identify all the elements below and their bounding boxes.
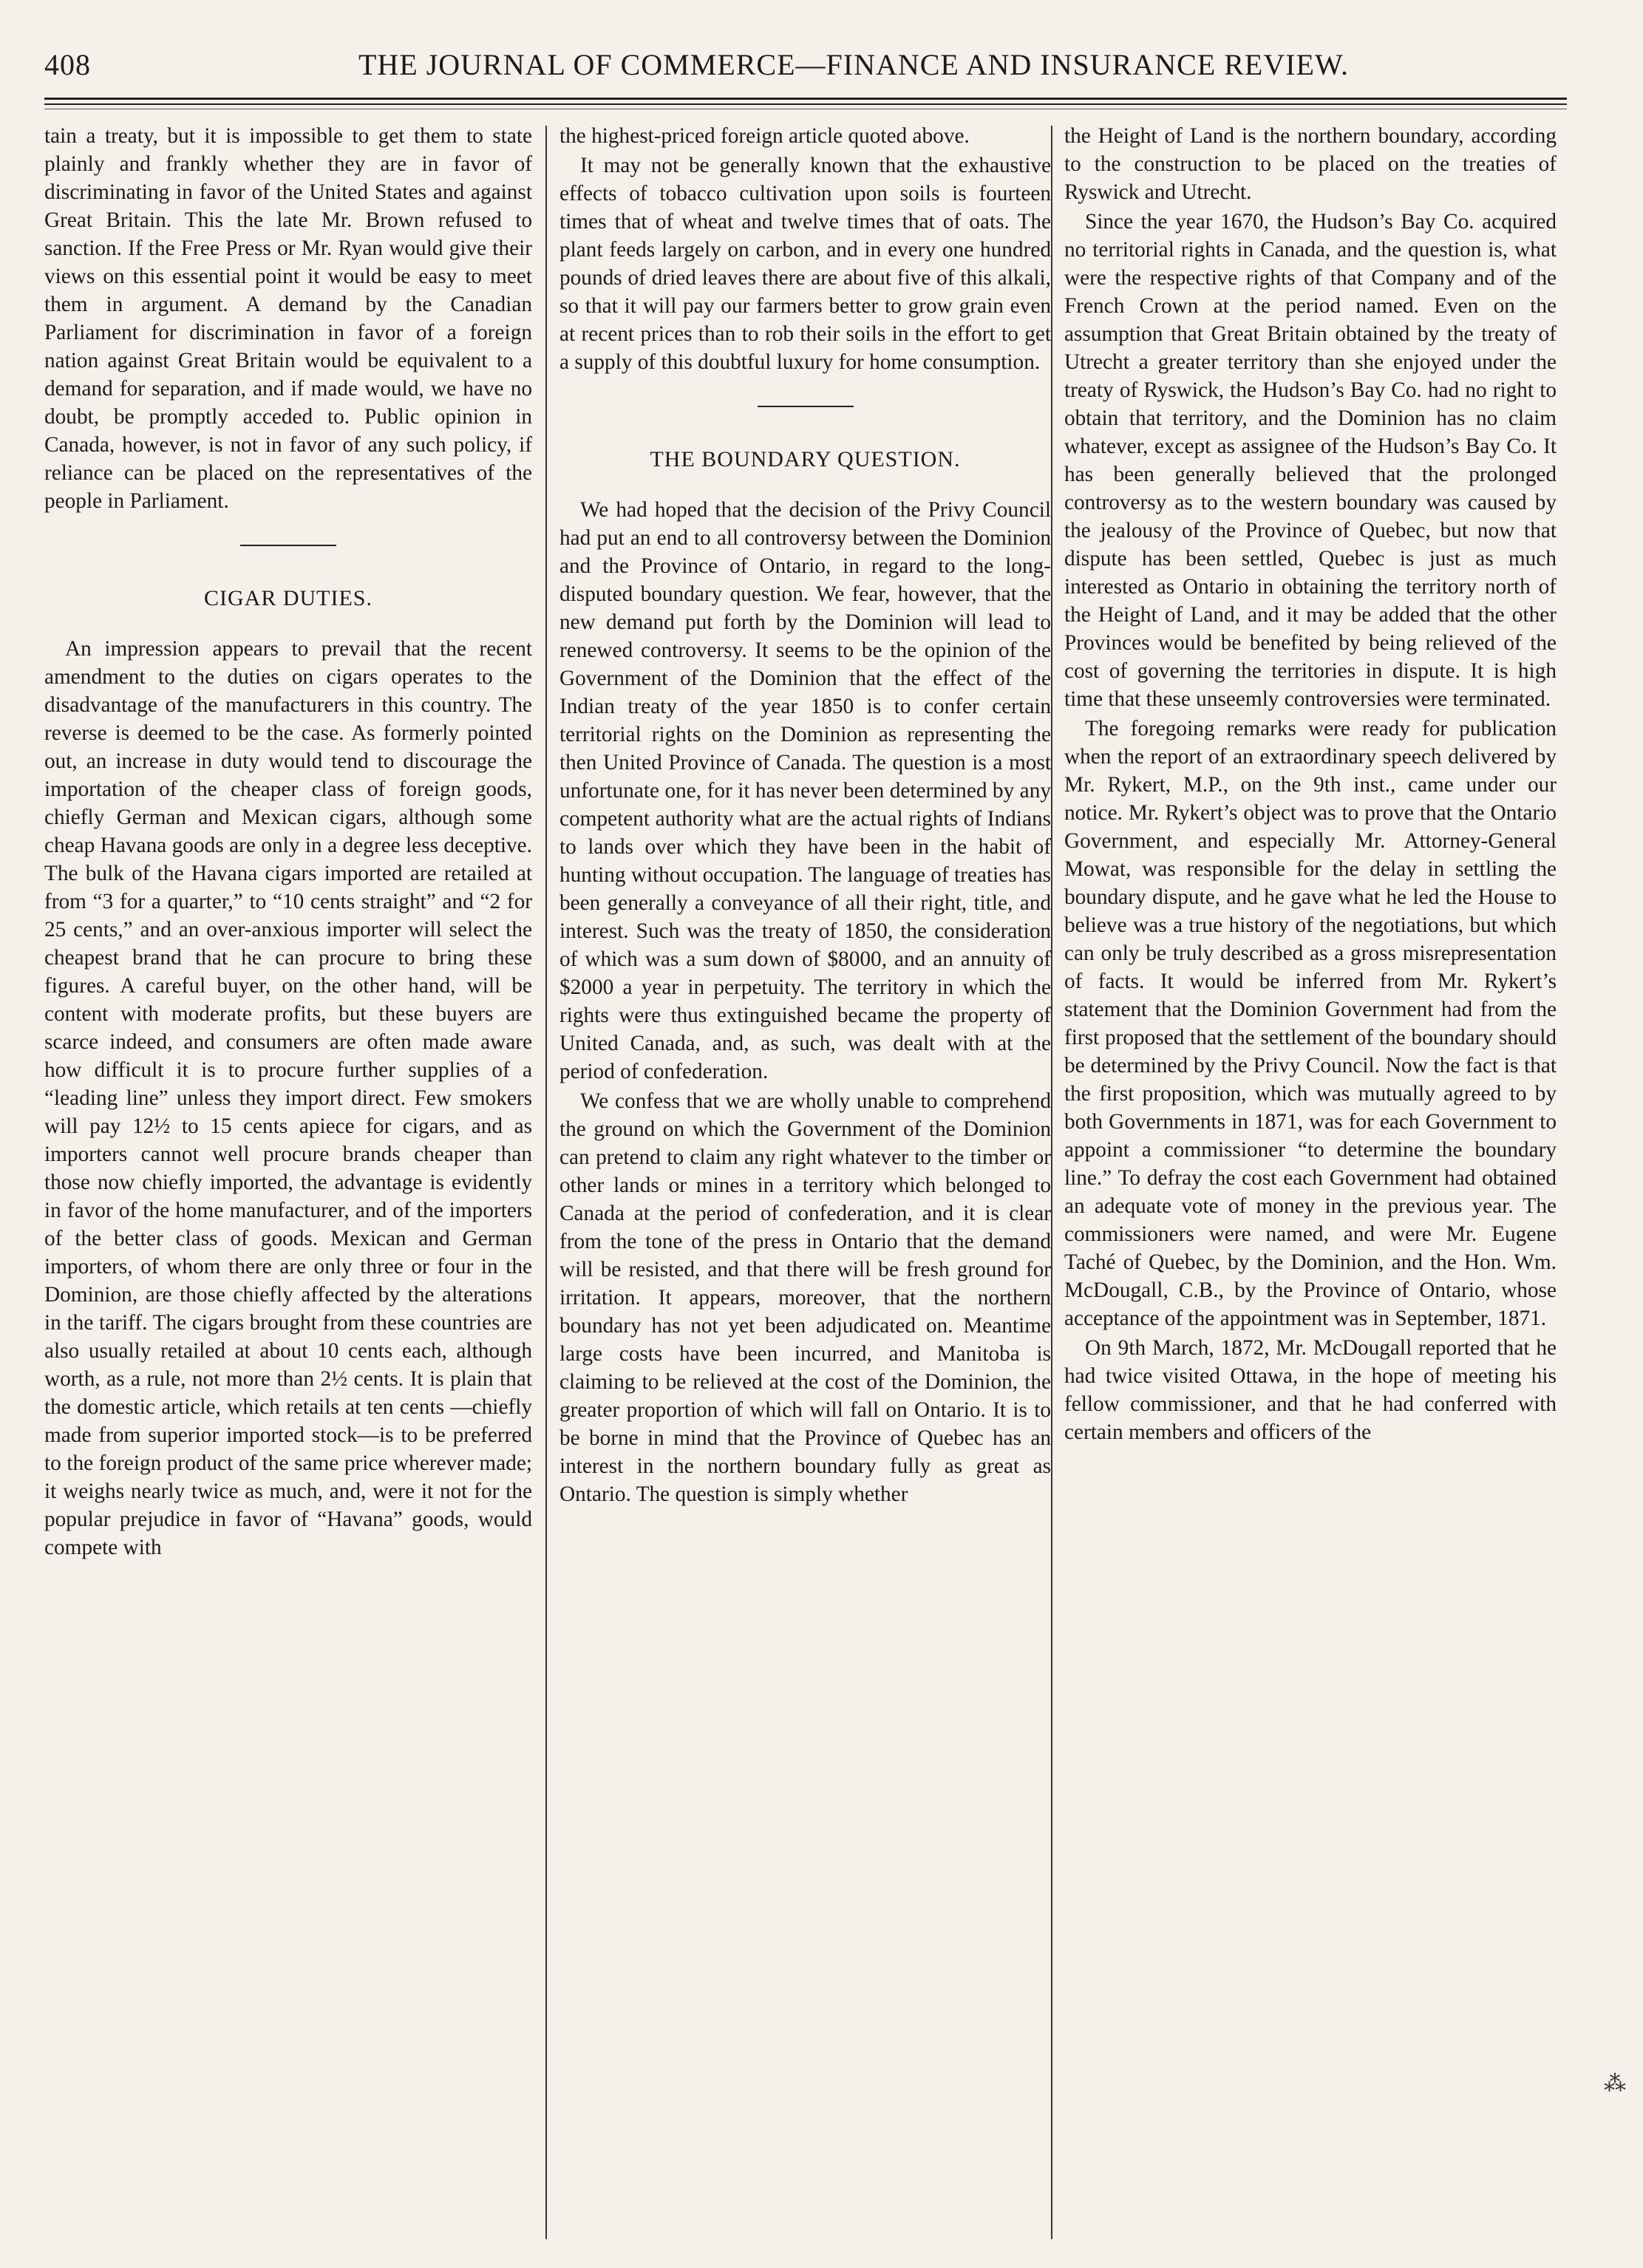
column-3 <box>1064 122 1557 2243</box>
journal-title: THE JOURNAL OF COMMERCE—FINANCE AND INSURANCE REVIEW. <box>358 48 1350 81</box>
paragraph: We had hoped that the decision of the Privy Council had put an end to all controversy between the Dominion and the Province of Ontario, in regard to the long-disputed boundary question. We fear, however, that the new demand put forth by the Dominion will lead to renewed controversy. It seems to be the opinion of the Government of the Dominion that the effect of the Indian treaty of the year 1850 is to confer certain territorial rights on the Dominion as representing the then United Province of Canada. The question is a most unfortunate one, for it has never been determined by any competent authority what are the actual rights of Indians to lands over which they have been in the habit of hunting without occupation. The language of treaties has been generally a conveyance of all their right, title, and interest. Such was the treaty of 1850, the consideration of which was a sum down of $8000, and an annuity of $2000 a year in perpetuity. The territory in which the rights were thus extinguished became the property of United Canada, and, as such, was dealt with at the period of confederation. <box>559 498 1051 1083</box>
paragraph: the highest-priced foreign article quoted above. <box>559 124 970 148</box>
paragraph: On 9th March, 1872, Mr. McDougall reported that he had twice visited Ottawa, in the hope of meeting his fellow commissioner, and that he had conferred with certain members and officers of the <box>1064 1336 1557 1444</box>
paragraph: The foregoing remarks were ready for publication when the report of an extraordinary speech delivered by Mr. Rykert, M.P., on the 9th inst., came under our notice. Mr. Rykert’s object was to prove that the Ontario Government, and especially Mr. Attorney-General Mowat, was responsible for the delay in settling the boundary dispute, and he gave what he led the House to believe was a true history of the negotiations, but which can only be truly described as a gross misrepresentation of facts. It would be inferred from Mr. Rykert’s statement that the Dominion Government had from the first proposed that the settlement of the boundary should be determined by the Privy Council. Now the fact is that the first proposition, which was mutually agreed to by both Governments in 1871, was for each Government to appoint a commissioner “to determine the boundary line.” To defray the cost each Government had obtained an adequate vote of money in the previous year. The commissioners were named, and were Mr. Eugene Taché of Quebec, by the Dominion, and the Hon. Wm. McDougall, C.B., by the Province of Ontario, whose acceptance of the appointment was in September, 1871. <box>1064 717 1557 1330</box>
margin-mark-icon: ⁂ <box>1604 2071 1626 2096</box>
section-divider <box>240 545 336 546</box>
page-header <box>44 43 1567 87</box>
header-rule <box>44 103 1567 105</box>
column-2 <box>559 122 1051 2243</box>
header-rule <box>44 98 1567 100</box>
section-heading-cigar-duties: CIGAR DUTIES. <box>204 586 373 610</box>
section-heading-boundary-question: THE BOUNDARY QUESTION. <box>650 447 961 471</box>
paragraph: Since the year 1670, the Hudson’s Bay Co. acquired no territorial rights in Canada, and the question is, what were the respective rights of that Company and of the French Crown at the period named. Even on the assumption that Great Britain obtained by the treaty of Utrecht a greater territory than she enjoyed under the treaty of Ryswick, the Hudson’s Bay Co. had no right to obtain that territory, and the Dominion has no claim whatever, except as assignee of the Hudson’s Bay Co. It has been generally believed that the prolonged controversy as to the western boundary was caused by the jealousy of the Province of Quebec, but now that dispute has been settled, Quebec is just as much interested as Ontario in obtaining the territory north of the Height of Land, and it may be added that the other Provinces would be benefited by being relieved of the cost of governing the territories in dispute. It is high time that these unseemly controversies were terminated. <box>1064 210 1557 711</box>
section-divider <box>758 406 854 407</box>
paragraph: We confess that we are wholly unable to comprehend the ground on which the Government of the Dominion can pretend to claim any right whatever to the timber or other lands or mines in a territory which belonged to Canada at the period of confederation, and it is clear from the tone of the press in Ontario that the demand will be resisted, and that there will be fresh ground for irritation. It appears, moreover, that the northern boundary has not yet been adjudicated on. Meantime large costs have been incurred, and Manitoba is claiming to be relieved at the cost of the Dominion, the greater proportion of which will fall on Ontario. It is to be borne in mind that the Province of Quebec has an interest in the northern boundary fully as great as Ontario. The question is simply whether <box>559 1089 1051 1506</box>
paragraph: It may not be generally known that the exhaustive effects of tobacco cultivation upon soils is fourteen times that of wheat and twelve times that of oats. The plant feeds largely on carbon, and in every one hundred pounds of dried leaves there are about five of this alkali, so that it will pay our farmers better to grow grain even at recent prices than to rob their soils in the effort to get a supply of this doubtful luxury for home consumption. <box>559 154 1051 374</box>
column-divider <box>1051 126 1052 2239</box>
column-divider <box>545 126 547 2239</box>
column-1 <box>44 122 532 2243</box>
page-number: 408 <box>44 48 91 81</box>
paragraph: the Height of Land is the northern boundary, according to the construction to be placed on the treaties of Ryswick and Utrecht. <box>1064 124 1557 204</box>
paragraph: An impression appears to prevail that the recent amendment to the duties on cigars operates to the disadvantage of the manufacturers in this country. The reverse is deemed to be the case. As formerly pointed out, an increase in duty would tend to discourage the importation of the cheaper class of foreign goods, chiefly German and Mexican cigars, although some cheap Havana goods are only in a degree less deceptive. The bulk of the Havana cigars imported are retailed at from “3 for a quarter,” to “10 cents straight” and “2 for 25 cents,” and an over-anxious importer will select the cheapest brand that he can procure to bring these figures. A careful buyer, on the other hand, will be content with moderate profits, but these buyers are scarce indeed, and consumers are often made aware how difficult it is to procure further supplies of a “leading line” unless they import direct. Few smokers will pay 12½ to 15 cents apiece for cigars, and as importers cannot well procure brands cheaper than those now chiefly imported, the advantage is evidently in favor of the home manufacturer, and of the importers of the better class of goods. Mexican and German importers, of whom there are only three or four in the Dominion, are those chiefly affected by the alterations in the tariff. The cigars brought from these countries are also usually retailed at about 10 cents each, although worth, as a rule, not more than 2½ cents. It is plain that the domestic article, which retails at ten cents —chiefly made from superior imported stock—is to be preferred to the foreign product of the same price wherever made; it weighs nearly twice as much, and, were it not for the popular prejudice in favor of “Havana” goods, would compete with <box>44 637 532 1559</box>
paragraph: tain a treaty, but it is impossible to get them to state plainly and frankly whether they are in favor of discriminating in favor of the United States and against Great Britain. This the late Mr. Brown refused to sanction. If the Free Press or Mr. Ryan would give their views on this essential point it would be easy to meet them in argument. A demand by the Canadian Parliament for discrimination in favor of a foreign nation against Great Britain would be equivalent to a demand for separation, and if made would, we have no doubt, be promptly acceded to. Public opinion in Canada, however, is not in favor of any such policy, if reliance can be placed on the representatives of the people in Parliament. <box>44 124 532 513</box>
